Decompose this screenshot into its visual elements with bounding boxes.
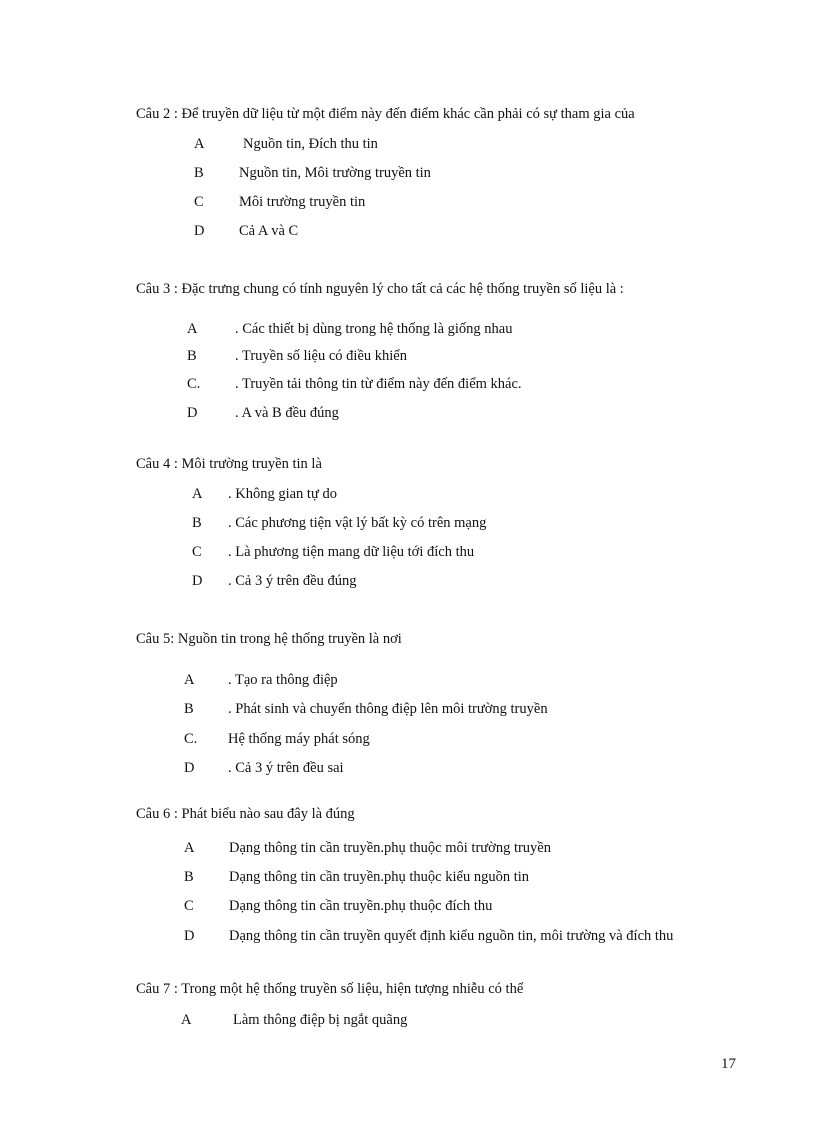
question-5-stem: Câu 5: Nguồn tin trong hệ thống truyền là nơi	[136, 631, 402, 647]
q3-option-c-text: . Truyền tải thông tin từ điểm này đến điểm khác.	[235, 376, 522, 392]
q6-option-c-text: Dạng thông tin cần truyền.phụ thuộc đích thu	[229, 898, 493, 914]
q5-option-c-label: C.	[184, 731, 198, 747]
q6-option-a-label: A	[184, 840, 195, 856]
q2-option-a-text: Nguồn tin, Đích thu tin	[243, 136, 378, 152]
q4-option-b-label: B	[192, 515, 202, 531]
q3-option-a-text: . Các thiết bị dùng trong hệ thống là giống nhau	[235, 321, 513, 337]
q2-option-b-label: B	[194, 165, 204, 181]
q5-option-a-label: A	[184, 672, 195, 688]
q2-option-c-text: Môi trường truyền tin	[239, 194, 366, 210]
q5-option-c-text: Hệ thống máy phát sóng	[228, 731, 370, 747]
q2-option-b-text: Nguồn tin, Môi trường truyền tin	[239, 165, 431, 181]
page-number: 17	[721, 1056, 736, 1072]
q4-option-c-text: . Là phương tiện mang dữ liệu tới đích thu	[228, 544, 475, 560]
q4-option-d-label: D	[192, 573, 203, 589]
q4-option-a-text: . Không gian tự do	[228, 486, 337, 502]
q6-option-d-label: D	[184, 928, 195, 944]
q3-option-a-label: A	[187, 321, 198, 337]
q5-option-d-label: D	[184, 760, 195, 776]
question-2-stem: Câu 2 : Để truyền dữ liệu từ một điểm này đến điểm khác cần phải có sự tham gia của	[136, 106, 635, 122]
q6-option-d-text: Dạng thông tin cần truyền quyết định kiểu nguồn tin, môi trường và đích thu	[229, 928, 674, 944]
question-3-stem: Câu 3 : Đặc trưng chung có tính nguyên lý cho tất cả các hệ thống truyền số liệu là :	[136, 281, 624, 297]
question-6-stem: Câu 6 : Phát biểu nào sau đây là đúng	[136, 806, 355, 822]
q3-option-d-text: . A và B đều đúng	[235, 405, 339, 421]
q5-option-b-text: . Phát sinh và chuyển thông điệp lên môi trường truyền	[228, 701, 548, 717]
q6-option-b-text: Dạng thông tin cần truyền.phụ thuộc kiểu nguồn tin	[229, 869, 530, 885]
q3-option-c-label: C.	[187, 376, 201, 392]
q7-option-a-text: Làm thông điệp bị ngắt quãng	[233, 1012, 408, 1028]
q7-option-a-label: A	[181, 1012, 192, 1028]
q2-option-d-label: D	[194, 223, 205, 239]
question-7-stem: Câu 7 : Trong một hệ thống truyền số liệu, hiện tượng nhiễu có thể	[136, 981, 524, 997]
q5-option-a-text: . Tạo ra thông điệp	[228, 672, 338, 688]
q2-option-d-text: Cả A và C	[239, 223, 299, 239]
q2-option-a-label: A	[194, 136, 205, 152]
q2-option-c-label: C	[194, 194, 204, 210]
q3-option-d-label: D	[187, 405, 198, 421]
q6-option-b-label: B	[184, 869, 194, 885]
q3-option-b-label: B	[187, 348, 197, 364]
q6-option-c-label: C	[184, 898, 194, 914]
q3-option-b-text: . Truyền số liệu có điều khiển	[235, 348, 407, 364]
q5-option-b-label: B	[184, 701, 194, 717]
q6-option-a-text: Dạng thông tin cần truyền.phụ thuộc môi trường truyền	[229, 840, 551, 856]
q5-option-d-text: . Cả 3 ý trên đều sai	[228, 760, 344, 776]
q4-option-c-label: C	[192, 544, 202, 560]
q4-option-d-text: . Cả 3 ý trên đều đúng	[228, 573, 357, 589]
q4-option-a-label: A	[192, 486, 203, 502]
q4-option-b-text: . Các phương tiện vật lý bất kỳ có trên mạng	[228, 515, 487, 531]
question-4-stem: Câu 4 : Môi trường truyền tin là	[136, 456, 322, 472]
